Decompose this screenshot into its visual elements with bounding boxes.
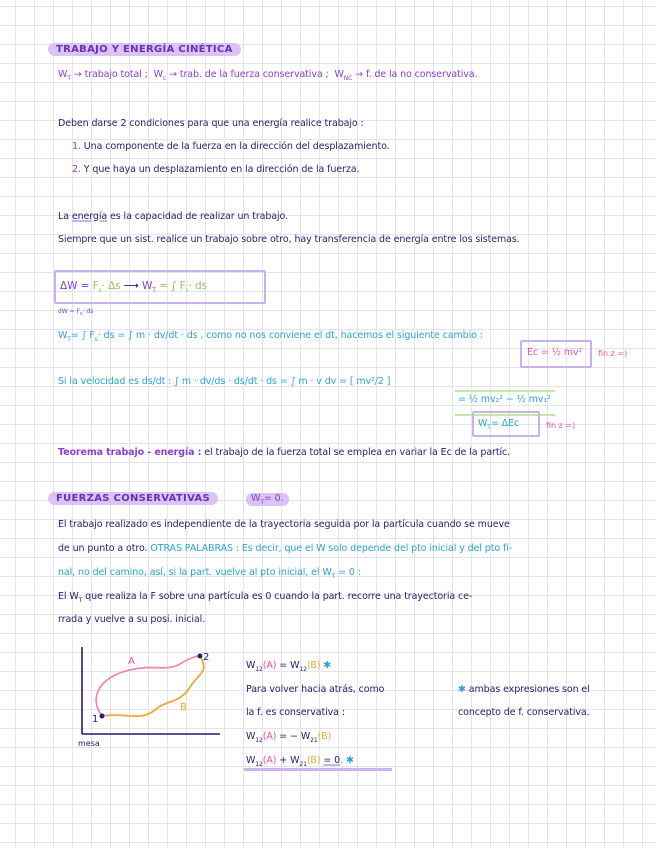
small-note bbox=[58, 308, 93, 317]
velocity-frac: ds/dt bbox=[141, 376, 166, 387]
velocity-chain: : ∫ m · dv/ds · ds/dt · ds = ∫ m · v dv = [ mv²/2 ] bbox=[168, 376, 391, 387]
eq1-star: ✱ bbox=[323, 660, 332, 671]
formula-lhs-sub: s bbox=[98, 287, 102, 295]
point-1-label: 1 bbox=[92, 714, 99, 725]
equation-3 bbox=[246, 755, 354, 768]
title2-w-sub: T bbox=[260, 498, 264, 506]
eq2-mid: = − bbox=[279, 731, 298, 742]
par-line-4-text: El W bbox=[58, 591, 79, 602]
ec-box: Ec = ½ mv² bbox=[527, 347, 583, 358]
wt-formula-end: · ds = ∫ m · dv/dt · ds , bbox=[97, 330, 204, 341]
formula-rhs-sub2: s bbox=[185, 287, 189, 295]
path-b bbox=[102, 656, 204, 716]
formula-lhs-force: F bbox=[92, 280, 99, 292]
eq3-r: W bbox=[290, 755, 300, 766]
formula-rhs-sub: T bbox=[152, 287, 156, 295]
condition-number: 1. bbox=[72, 141, 81, 152]
condition-item bbox=[72, 164, 359, 175]
formula-lhs-w: W = bbox=[67, 280, 90, 292]
eq3-end: = 0 bbox=[323, 755, 341, 766]
eq3-l-path: (A) bbox=[262, 755, 277, 766]
par-line-4-sub: T bbox=[78, 596, 83, 604]
par-line-4 bbox=[58, 591, 472, 604]
condition-text: Una componente de la fuerza en la dirección del desplazamiento. bbox=[83, 141, 390, 152]
formula-lhs-rest: · Δs bbox=[101, 280, 121, 292]
formula-rhs: W bbox=[141, 280, 153, 292]
side-note-2: concepto de f. conservativa. bbox=[458, 707, 590, 718]
note-line-1: Para volver hacia atrás, como bbox=[246, 684, 385, 695]
theorem-text: el trabajo de la fuerza total se emplea en variar la Ec de la partíc. bbox=[204, 447, 511, 458]
par-line-3 bbox=[58, 567, 361, 580]
energy-lead: La bbox=[58, 211, 69, 222]
wc-symbol: W bbox=[153, 69, 163, 80]
point-1-dot bbox=[100, 714, 105, 719]
par-line-3b: = 0 : bbox=[338, 567, 361, 578]
wt-formula-sub2: s bbox=[94, 335, 98, 343]
energy-rest: es la capacidad de realizar un trabajo. bbox=[110, 211, 289, 222]
section-title-conservative: FUERZAS CONSERVATIVAS bbox=[48, 492, 218, 505]
par-line-2a: de un punto a otro. bbox=[58, 543, 148, 554]
delta-w: Δ bbox=[60, 280, 68, 292]
eq2-r-path: (B) bbox=[317, 731, 332, 742]
point-2-label: 2 bbox=[203, 652, 210, 663]
eq1-l: W bbox=[246, 660, 256, 671]
velocity-lead: Si la velocidad es bbox=[58, 376, 139, 387]
energy-word: energía bbox=[71, 211, 108, 222]
side-note-1 bbox=[458, 684, 590, 695]
par-line-2 bbox=[58, 543, 512, 554]
equation-2 bbox=[246, 731, 331, 744]
wt-box bbox=[478, 418, 519, 431]
eq3-r-sub: 21 bbox=[299, 760, 307, 768]
eq2-l: W bbox=[246, 731, 256, 742]
small-note-text: dW = F bbox=[58, 308, 81, 315]
wt-box-rest: = ΔEc bbox=[490, 418, 520, 429]
par-line-1: El trabajo realizado es independiente de la trayectoria seguida por la partícula cuando se mueve bbox=[58, 519, 510, 530]
par-line-4-rest: que realiza la F sobre una partícula es 0 cuando la part. recorre una trayectoria ce- bbox=[85, 591, 473, 602]
wc-text: → trab. de la fuerza conservativa ; bbox=[169, 69, 329, 80]
conditions-intro: Deben darse 2 condiciones para que una energía realice trabajo : bbox=[58, 118, 364, 129]
velocity-result: = ½ mv₂² − ½ mv₁² bbox=[458, 394, 551, 405]
wt-box-text: W bbox=[478, 418, 488, 429]
formula-box bbox=[60, 280, 207, 294]
point-2-dot bbox=[198, 654, 203, 659]
condition-item bbox=[72, 141, 390, 152]
eq3-l-sub: 12 bbox=[255, 760, 263, 768]
small-note-rest: · ds bbox=[82, 308, 94, 315]
title2-w-rest: = 0. bbox=[263, 493, 284, 504]
wnc-symbol: W bbox=[334, 69, 344, 80]
section-title-work-energy: TRABAJO Y ENERGÍA CINÉTICA bbox=[48, 43, 241, 56]
wt-formula-sub: T bbox=[67, 335, 71, 343]
condition-number: 2. bbox=[72, 164, 81, 175]
eq3-star: . ✱ bbox=[340, 755, 354, 766]
wt-box-sub: T bbox=[487, 423, 491, 431]
diagram-caption: mesa bbox=[78, 739, 100, 748]
wnc-text: → f. de la no conservativa. bbox=[355, 69, 478, 80]
title2-formula bbox=[246, 493, 289, 506]
eq1-r-sub: 12 bbox=[299, 665, 307, 673]
eq1-l-path: (A) bbox=[262, 660, 277, 671]
eq3-underline bbox=[244, 768, 392, 771]
wt-comment: como no nos conviene el dt, hacemos el siguiente cambio : bbox=[206, 330, 483, 341]
label-a: A bbox=[128, 656, 135, 667]
velocity-line bbox=[58, 376, 390, 387]
label-b: B bbox=[180, 702, 187, 713]
theorem-line bbox=[58, 447, 510, 458]
wt-formula-rest: = ∫ F bbox=[70, 330, 95, 341]
ec-box-side: fin z =) bbox=[598, 349, 628, 358]
wt-line bbox=[58, 330, 483, 343]
eq1-mid: = bbox=[279, 660, 288, 671]
definitions-line bbox=[58, 69, 477, 82]
transfer-line: Siempre que un sist. realice un trabajo sobre otro, hay transferencia de energía entre los sistemas. bbox=[58, 234, 520, 245]
formula-rhs-rest: = ∫ F bbox=[159, 280, 186, 292]
eq1-r-path: (B) bbox=[306, 660, 321, 671]
wt-box-side: fin z =) bbox=[546, 421, 576, 430]
eq1-r: W bbox=[290, 660, 300, 671]
eq1-l-sub: 12 bbox=[255, 665, 263, 673]
wt-symbol: W bbox=[58, 69, 68, 80]
side-note-1-text: ambas expresiones son el bbox=[468, 684, 590, 695]
par-line-5: rrada y vuelve a su posi. inicial. bbox=[58, 614, 206, 625]
equation-1 bbox=[246, 660, 331, 673]
par-line-3a: nal, no del camino, así, si la part. vuelve al pto inicial, el W bbox=[58, 567, 332, 578]
eq3-l: W bbox=[246, 755, 256, 766]
small-note-sub: s bbox=[80, 311, 83, 318]
wnc-sub: NC bbox=[343, 74, 353, 82]
side-star: ✱ bbox=[458, 684, 466, 695]
wc-sub: c bbox=[162, 74, 167, 82]
title2-w: W bbox=[251, 493, 261, 504]
note-line-2: la f. es conservativa : bbox=[246, 707, 345, 718]
wt-formula: W bbox=[58, 330, 68, 341]
theorem-label: Teorema trabajo - energía : bbox=[58, 447, 202, 458]
eq2-l-path: (A) bbox=[262, 731, 277, 742]
formula-arrow: ⟶ bbox=[123, 280, 139, 292]
eq2-l-sub: 12 bbox=[255, 736, 263, 744]
eq2-r-sub: 21 bbox=[310, 736, 318, 744]
condition-text: Y que haya un desplazamiento en la dirección de la fuerza. bbox=[83, 164, 360, 175]
wt-text: → trabajo total ; bbox=[73, 69, 148, 80]
eq3-mid: + bbox=[279, 755, 288, 766]
wt-sub: T bbox=[67, 74, 71, 82]
par-line-2b: OTRAS PALABRAS : Es decir, que el W solo depende del pto inicial y del pto fi- bbox=[150, 543, 513, 554]
energy-definition bbox=[58, 211, 288, 222]
eq2-r: W bbox=[300, 731, 311, 742]
par-line-3-sub: T bbox=[331, 572, 336, 580]
eq3-r-path: (B) bbox=[306, 755, 321, 766]
path-diagram bbox=[70, 642, 230, 750]
formula-rhs-end: · ds bbox=[188, 280, 207, 292]
